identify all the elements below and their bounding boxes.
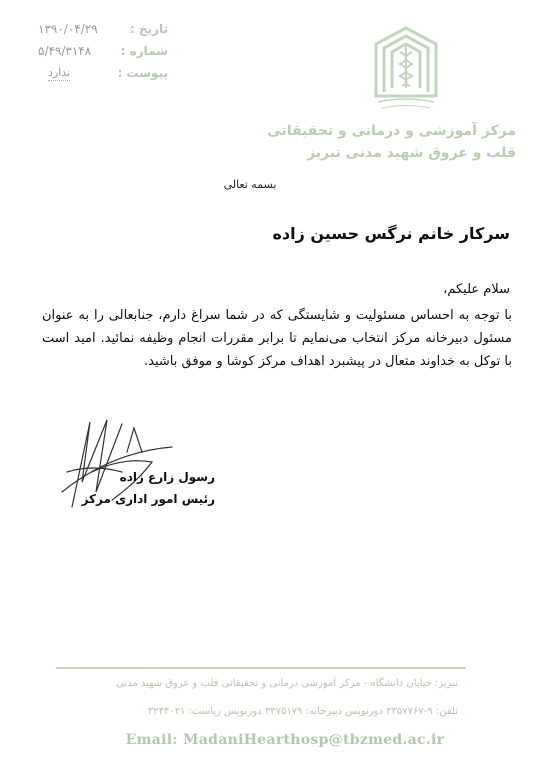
- footer-divider: [56, 667, 466, 669]
- basmala: بسمه تعالی: [223, 178, 277, 191]
- date-value: ۱۳۹۰/۰۴/۲۹: [38, 22, 98, 36]
- letter-body: با توجه به احساس مسئولیت و شایستگی که در شما سراغ دارم، جنابعالی را به عنوان مسئول دبیرخانه مرکز انتخاب می‌نمایم تا برابر مقررات انجام وظیفه نمائید. امید است با توکل به خداوند متعال در پیشبرد اهداف مرکز کوشا و موفق باشید.: [42, 308, 512, 369]
- footer-address: تبریز: خیابان دانشگاه - مرکز آموزشی درمانی و تحقیقاتی قلب و عروق شهید مدنی: [115, 678, 458, 689]
- center-name-line2: قلب و عروق شهید مدنی تبریز: [307, 145, 516, 161]
- recipient: سرکار خانم نرگس حسین زاده: [272, 224, 510, 243]
- date-row: [38, 22, 168, 40]
- greeting: سلام علیکم،: [443, 282, 510, 297]
- university-logo: [370, 22, 442, 112]
- logo-emblem-icon: [370, 22, 442, 112]
- attachment-row: [38, 66, 168, 84]
- number-label: شماره :: [120, 44, 168, 58]
- signatory-title: رئیس امور اداری مرکز: [81, 492, 215, 506]
- attachment-label: پیوست :: [117, 66, 168, 80]
- number-row: [38, 44, 168, 62]
- number-value: ۵/۴۹/۳۱۴۸: [38, 44, 92, 58]
- date-label: تاریخ :: [129, 22, 168, 36]
- footer-phones: تلفن: ۹-۳۳۵۷۷۶۷ دورنویس دبیرخانه: ۳۳۷۵۱۷۹ دورنویس ریاست: ۳۳۴۴۰۲۱: [147, 706, 458, 717]
- signatory-name: رسول زارع زاده: [119, 470, 215, 484]
- center-name: [236, 120, 516, 164]
- footer-email: Email: MadaniHearthosp@tbzmed.ac.ir: [125, 732, 445, 748]
- attachment-value: ندارد: [48, 66, 71, 79]
- center-name-line1: مرکز آموزشی و درمانی و تحقیقاتی: [267, 123, 516, 139]
